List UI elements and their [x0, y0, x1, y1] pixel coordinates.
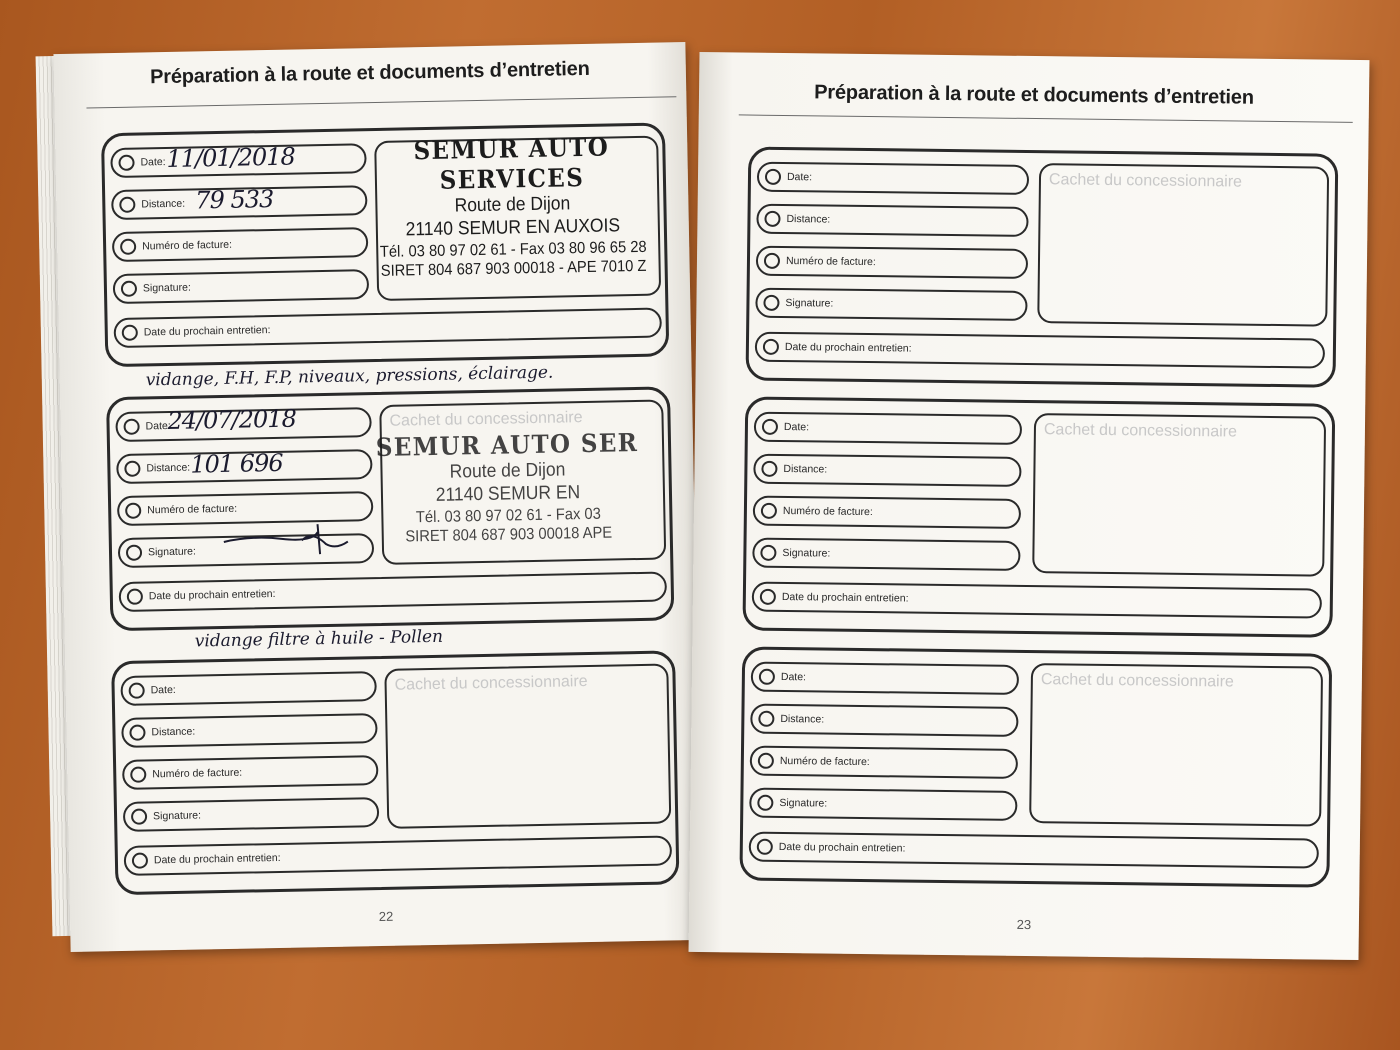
radio-circle-icon[interactable] [760, 545, 776, 561]
radio-circle-icon[interactable] [762, 419, 778, 435]
service-entry-3 [111, 650, 679, 895]
next-service-label: Date du prochain entretien: [143, 324, 271, 339]
next-service-field[interactable] [124, 835, 672, 876]
radio-circle-icon[interactable] [125, 503, 141, 519]
radio-circle-icon[interactable] [764, 253, 780, 269]
invoice-field[interactable] [112, 227, 369, 262]
dealer-stamp-box [1032, 413, 1326, 577]
radio-circle-icon[interactable] [761, 461, 777, 477]
dealer-name: SEMUR AUTO SER [375, 427, 639, 463]
radio-circle-icon[interactable] [764, 211, 780, 227]
distance-label: Distance: [146, 461, 191, 475]
distance-label: Distance: [783, 462, 828, 476]
signature-field[interactable] [123, 797, 380, 832]
invoice-label: Numéro de facture: [785, 255, 876, 269]
distance-field[interactable] [121, 713, 378, 748]
dealer-stamp [359, 131, 665, 281]
radio-circle-icon[interactable] [130, 767, 146, 783]
next-service-label: Date du prochain entretien: [781, 590, 909, 605]
signature-label: Signature: [785, 297, 834, 310]
date-field[interactable] [120, 671, 377, 706]
stamp-placeholder: Cachet du concessionnaire [389, 409, 583, 430]
invoice-label: Numéro de facture: [779, 754, 870, 769]
invoice-label: Numéro de facture: [782, 504, 873, 519]
dealer-phone: Tél. 03 80 97 02 61 - Fax 03 [415, 505, 601, 526]
dealer-stamp-box [375, 400, 666, 565]
radio-circle-icon[interactable] [765, 169, 781, 185]
radio-circle-icon[interactable] [132, 852, 148, 868]
dealer-stamp [355, 428, 661, 548]
radio-circle-icon[interactable] [118, 155, 134, 171]
radio-circle-icon[interactable] [763, 295, 779, 311]
dealer-city: 21140 SEMUR EN AUXOIS [405, 215, 621, 241]
dealer-street: Route de Dijon [449, 459, 566, 483]
signature-scrawl-icon [221, 520, 352, 562]
service-entry-1 [746, 147, 1339, 388]
date-label: Date: [780, 670, 807, 684]
radio-circle-icon[interactable] [760, 589, 776, 605]
header-divider [86, 96, 676, 108]
dealer-city: 21140 SEMUR EN [435, 481, 581, 506]
stamp-placeholder: Cachet du concessionnaire [1040, 671, 1234, 691]
left-page [53, 42, 702, 952]
date-label: Date: [140, 156, 166, 169]
distance-label: Distance: [780, 712, 825, 726]
next-service-field[interactable] [755, 332, 1325, 369]
next-service-field[interactable] [749, 832, 1319, 869]
signature-label: Signature: [152, 809, 202, 823]
radio-circle-icon[interactable] [123, 419, 139, 435]
radio-circle-icon[interactable] [758, 711, 774, 727]
date-label: Date: [145, 419, 171, 433]
handwritten-note: vidange filtre à huile - Pollen [194, 626, 444, 652]
dealer-street: Route de Dijon [454, 193, 571, 217]
signature-field[interactable] [755, 288, 1027, 321]
handwritten-note: vidange, F.H, F.P, niveaux, pressions, éclairage. [145, 362, 554, 391]
invoice-field[interactable] [753, 496, 1021, 529]
date-field[interactable] [757, 162, 1029, 195]
invoice-label: Numéro de facture: [147, 502, 238, 517]
invoice-field[interactable] [756, 246, 1028, 279]
distance-field[interactable] [750, 704, 1018, 737]
radio-circle-icon[interactable] [757, 839, 773, 855]
invoice-label: Numéro de facture: [152, 766, 243, 781]
dealer-stamp-box [1037, 163, 1329, 327]
radio-circle-icon[interactable] [121, 281, 137, 297]
radio-circle-icon[interactable] [120, 239, 136, 255]
page-number: 23 [1016, 916, 1032, 933]
invoice-field[interactable] [750, 746, 1018, 779]
signature-label: Signature: [779, 796, 828, 810]
handwritten-date: 11/01/2018 [166, 142, 296, 173]
radio-circle-icon[interactable] [119, 197, 135, 213]
handwritten-date: 24/07/2018 [167, 404, 297, 436]
service-entry-3 [739, 647, 1332, 888]
date-field[interactable] [754, 412, 1022, 445]
radio-circle-icon[interactable] [759, 669, 775, 685]
radio-circle-icon[interactable] [124, 461, 140, 477]
date-field[interactable] [751, 662, 1019, 695]
distance-field[interactable] [753, 454, 1021, 487]
dealer-stamp-box [374, 132, 661, 301]
right-page [689, 52, 1370, 960]
distance-field[interactable] [756, 204, 1028, 237]
dealer-siret: SIRET 804 687 903 00018 - APE 7010 Z [380, 257, 647, 280]
date-label: Date: [786, 171, 813, 184]
distance-label: Distance: [141, 197, 186, 211]
date-label: Date: [783, 421, 810, 434]
service-entry-2 [106, 386, 674, 631]
radio-circle-icon[interactable] [757, 795, 773, 811]
signature-label: Signature: [147, 545, 197, 559]
radio-circle-icon[interactable] [129, 683, 145, 699]
page-title: Préparation à la route et documents d’entretien [149, 57, 590, 89]
dealer-stamp-box [384, 663, 671, 828]
next-service-field[interactable] [119, 571, 667, 612]
radio-circle-icon[interactable] [126, 545, 142, 561]
signature-label: Signature: [142, 281, 191, 295]
next-service-field[interactable] [752, 582, 1322, 619]
date-label: Date: [150, 683, 176, 697]
service-entry-2 [742, 397, 1335, 638]
next-service-label: Date du prochain entretien: [153, 851, 281, 867]
invoice-label: Numéro de facture: [142, 238, 233, 253]
service-entry-1 [101, 122, 669, 367]
stamp-placeholder: Cachet du concessionnaire [1048, 171, 1243, 191]
next-service-label: Date du prochain entretien: [784, 341, 912, 355]
dealer-stamp-box [1029, 663, 1323, 827]
radio-circle-icon[interactable] [131, 808, 147, 824]
radio-circle-icon[interactable] [758, 753, 774, 769]
dealer-siret: SIRET 804 687 903 00018 APE [405, 524, 613, 546]
radio-circle-icon[interactable] [129, 725, 145, 741]
dealer-name: SEMUR AUTO SERVICES [413, 132, 610, 195]
handwritten-distance: 101 696 [190, 448, 283, 479]
header-divider [739, 114, 1353, 123]
invoice-field[interactable] [122, 755, 379, 790]
stamp-placeholder: Cachet du concessionnaire [1043, 421, 1238, 441]
radio-circle-icon[interactable] [127, 589, 143, 605]
page-number: 22 [378, 908, 394, 925]
signature-field[interactable] [752, 538, 1020, 571]
next-service-label: Date du prochain entretien: [148, 587, 276, 603]
stamp-placeholder: Cachet du concessionnaire [394, 673, 588, 694]
next-service-label: Date du prochain entretien: [778, 840, 906, 855]
next-service-field[interactable] [114, 308, 662, 349]
distance-label: Distance: [151, 725, 196, 739]
radio-circle-icon[interactable] [122, 325, 138, 341]
signature-field[interactable] [749, 788, 1017, 821]
dealer-phone: Tél. 03 80 97 02 61 - Fax 03 80 96 65 28 [379, 238, 647, 261]
handwritten-distance: 79 533 [195, 184, 274, 215]
radio-circle-icon[interactable] [761, 503, 777, 519]
signature-label: Signature: [782, 546, 831, 560]
radio-circle-icon[interactable] [763, 339, 779, 355]
signature-field[interactable] [113, 269, 370, 304]
page-title: Préparation à la route et documents d’entretien [814, 81, 1254, 109]
distance-label: Distance: [786, 213, 831, 226]
